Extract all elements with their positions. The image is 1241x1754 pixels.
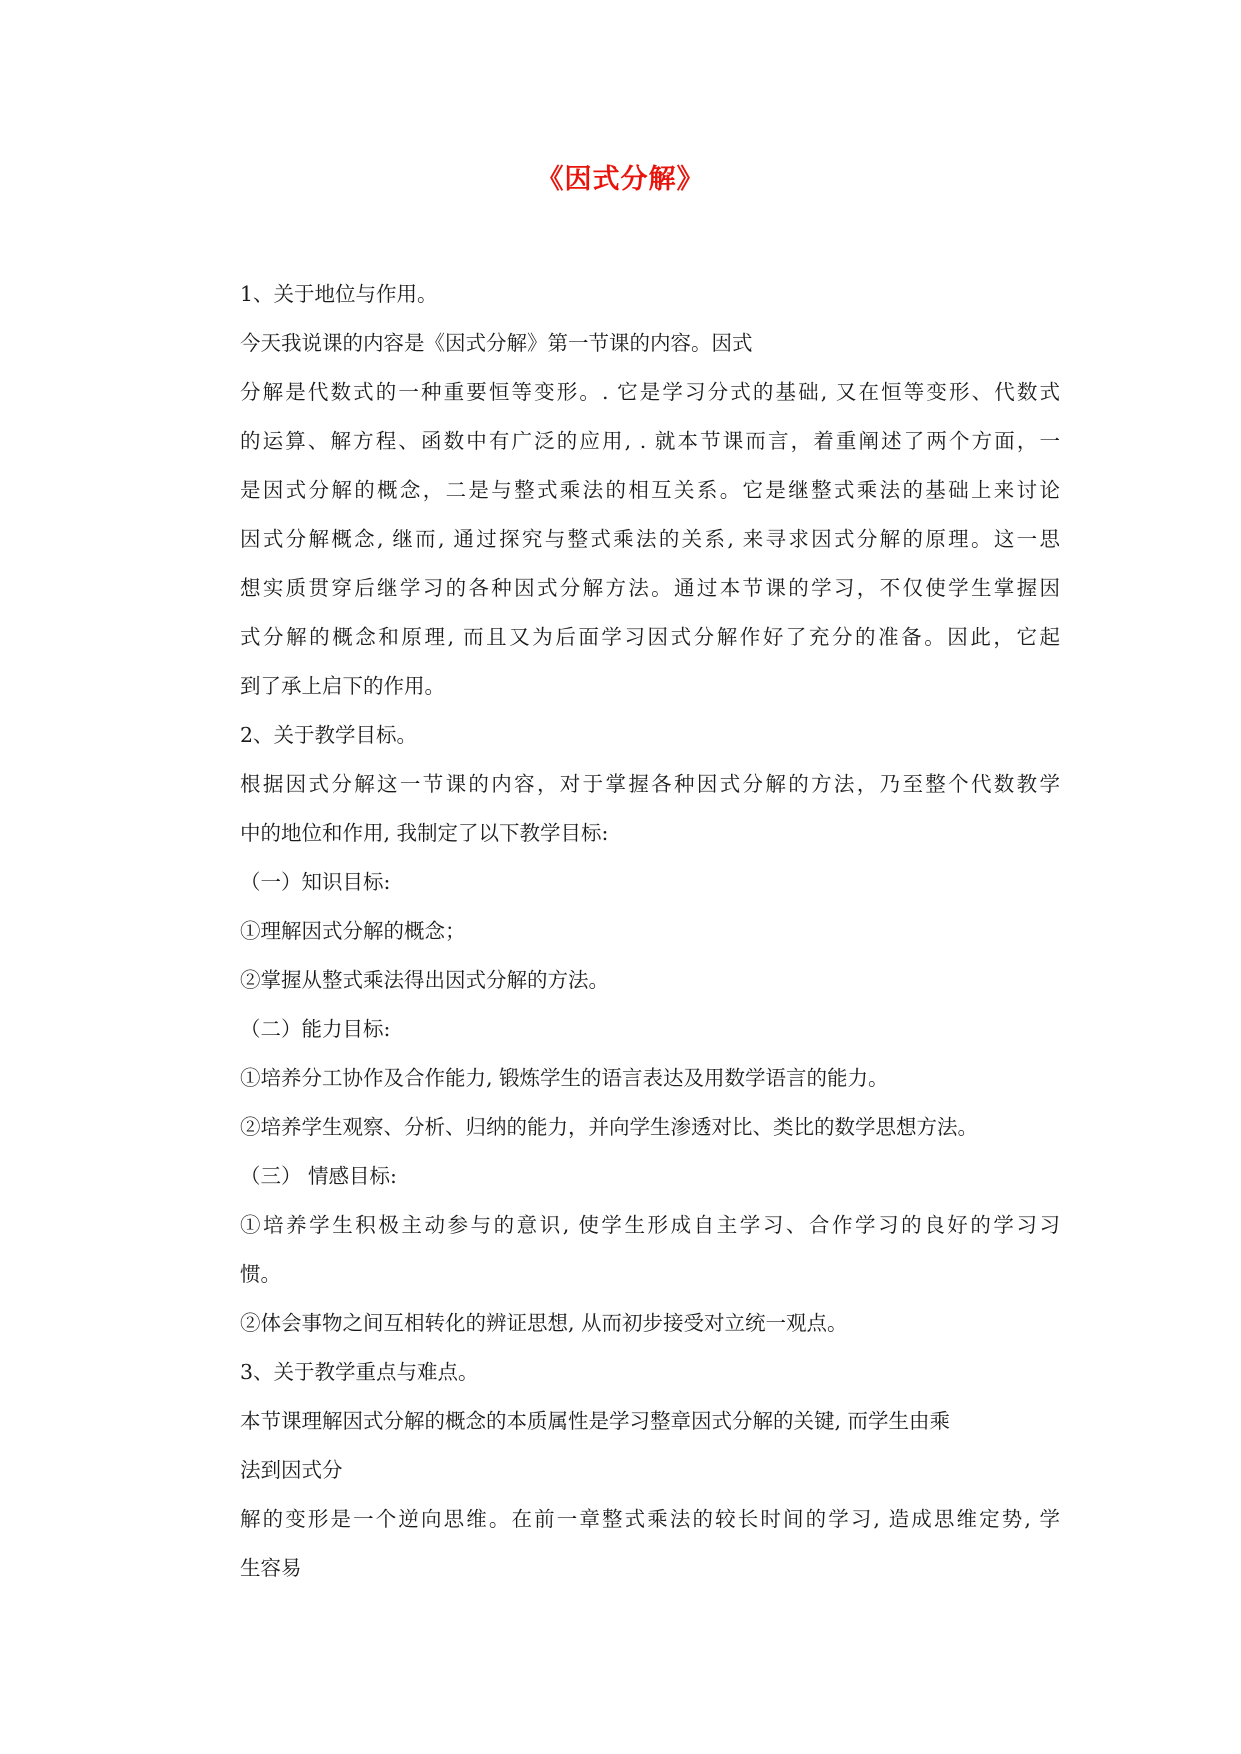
paragraph-line: 想实质贯穿后继学习的各种因式分解方法。通过本节课的学习，不仅使学生掌握因 — [240, 576, 1060, 600]
list-item: ②体会事物之间互相转化的辨证思想, 从而初步接受对立统一观点。 — [240, 1311, 848, 1335]
list-item-continuation: 惯。 — [240, 1262, 281, 1286]
list-item: ①培养分工协作及合作能力, 锻炼学生的语言表达及用数学语言的能力。 — [240, 1066, 889, 1090]
paragraph-line: 今天我说课的内容是《因式分解》第一节课的内容。因式 — [240, 331, 753, 355]
subheading-knowledge-goals: （一）知识目标: — [240, 870, 391, 894]
section-heading-1: 1、关于地位与作用。 — [240, 282, 438, 306]
paragraph-line: 生容易 — [240, 1556, 302, 1580]
section-heading-2: 2、关于教学目标。 — [240, 723, 418, 747]
paragraph-line: 到了承上启下的作用。 — [240, 674, 445, 698]
paragraph-line: 的运算、解方程、函数中有广泛的应用, . 就本节课而言，着重阐述了两个方面，一 — [240, 429, 1060, 453]
document-title: 《因式分解》 — [536, 164, 705, 195]
subheading-emotional-goals: （三） 情感目标: — [240, 1164, 397, 1188]
paragraph-line: 因式分解概念, 继而, 通过探究与整式乘法的关系, 来寻求因式分解的原理。这一思 — [240, 527, 1060, 551]
list-item: ①理解因式分解的概念； — [240, 919, 466, 943]
subheading-ability-goals: （二）能力目标: — [240, 1017, 391, 1041]
paragraph-line: 是因式分解的概念，二是与整式乘法的相互关系。它是继整式乘法的基础上来讨论 — [240, 478, 1060, 502]
paragraph-line: 根据因式分解这一节课的内容，对于掌握各种因式分解的方法，乃至整个代数教学 — [240, 772, 1060, 796]
section-heading-3: 3、关于教学重点与难点。 — [240, 1360, 479, 1384]
paragraph-line: 中的地位和作用, 我制定了以下教学目标: — [240, 821, 609, 845]
paragraph-line: 本节课理解因式分解的概念的本质属性是学习整章因式分解的关键, 而学生由乘 — [240, 1409, 951, 1433]
paragraph-line: 解的变形是一个逆向思维。在前一章整式乘法的较长时间的学习, 造成思维定势, 学 — [240, 1507, 1060, 1531]
paragraph-line: 法到因式分 — [240, 1458, 343, 1482]
document-body — [240, 270, 1060, 1593]
list-item: ①培养学生积极主动参与的意识, 使学生形成自主学习、合作学习的良好的学习习 — [240, 1213, 1060, 1237]
list-item: ②掌握从整式乘法得出因式分解的方法。 — [240, 968, 609, 992]
paragraph-line: 式分解的概念和原理, 而且又为后面学习因式分解作好了充分的准备。因此，它起 — [240, 625, 1060, 649]
list-item: ②培养学生观察、分析、归纳的能力，并向学生渗透对比、类比的数学思想方法。 — [240, 1115, 978, 1139]
paragraph-line: 分解是代数式的一种重要恒等变形。. 它是学习分式的基础, 又在恒等变形、代数式 — [240, 380, 1060, 404]
